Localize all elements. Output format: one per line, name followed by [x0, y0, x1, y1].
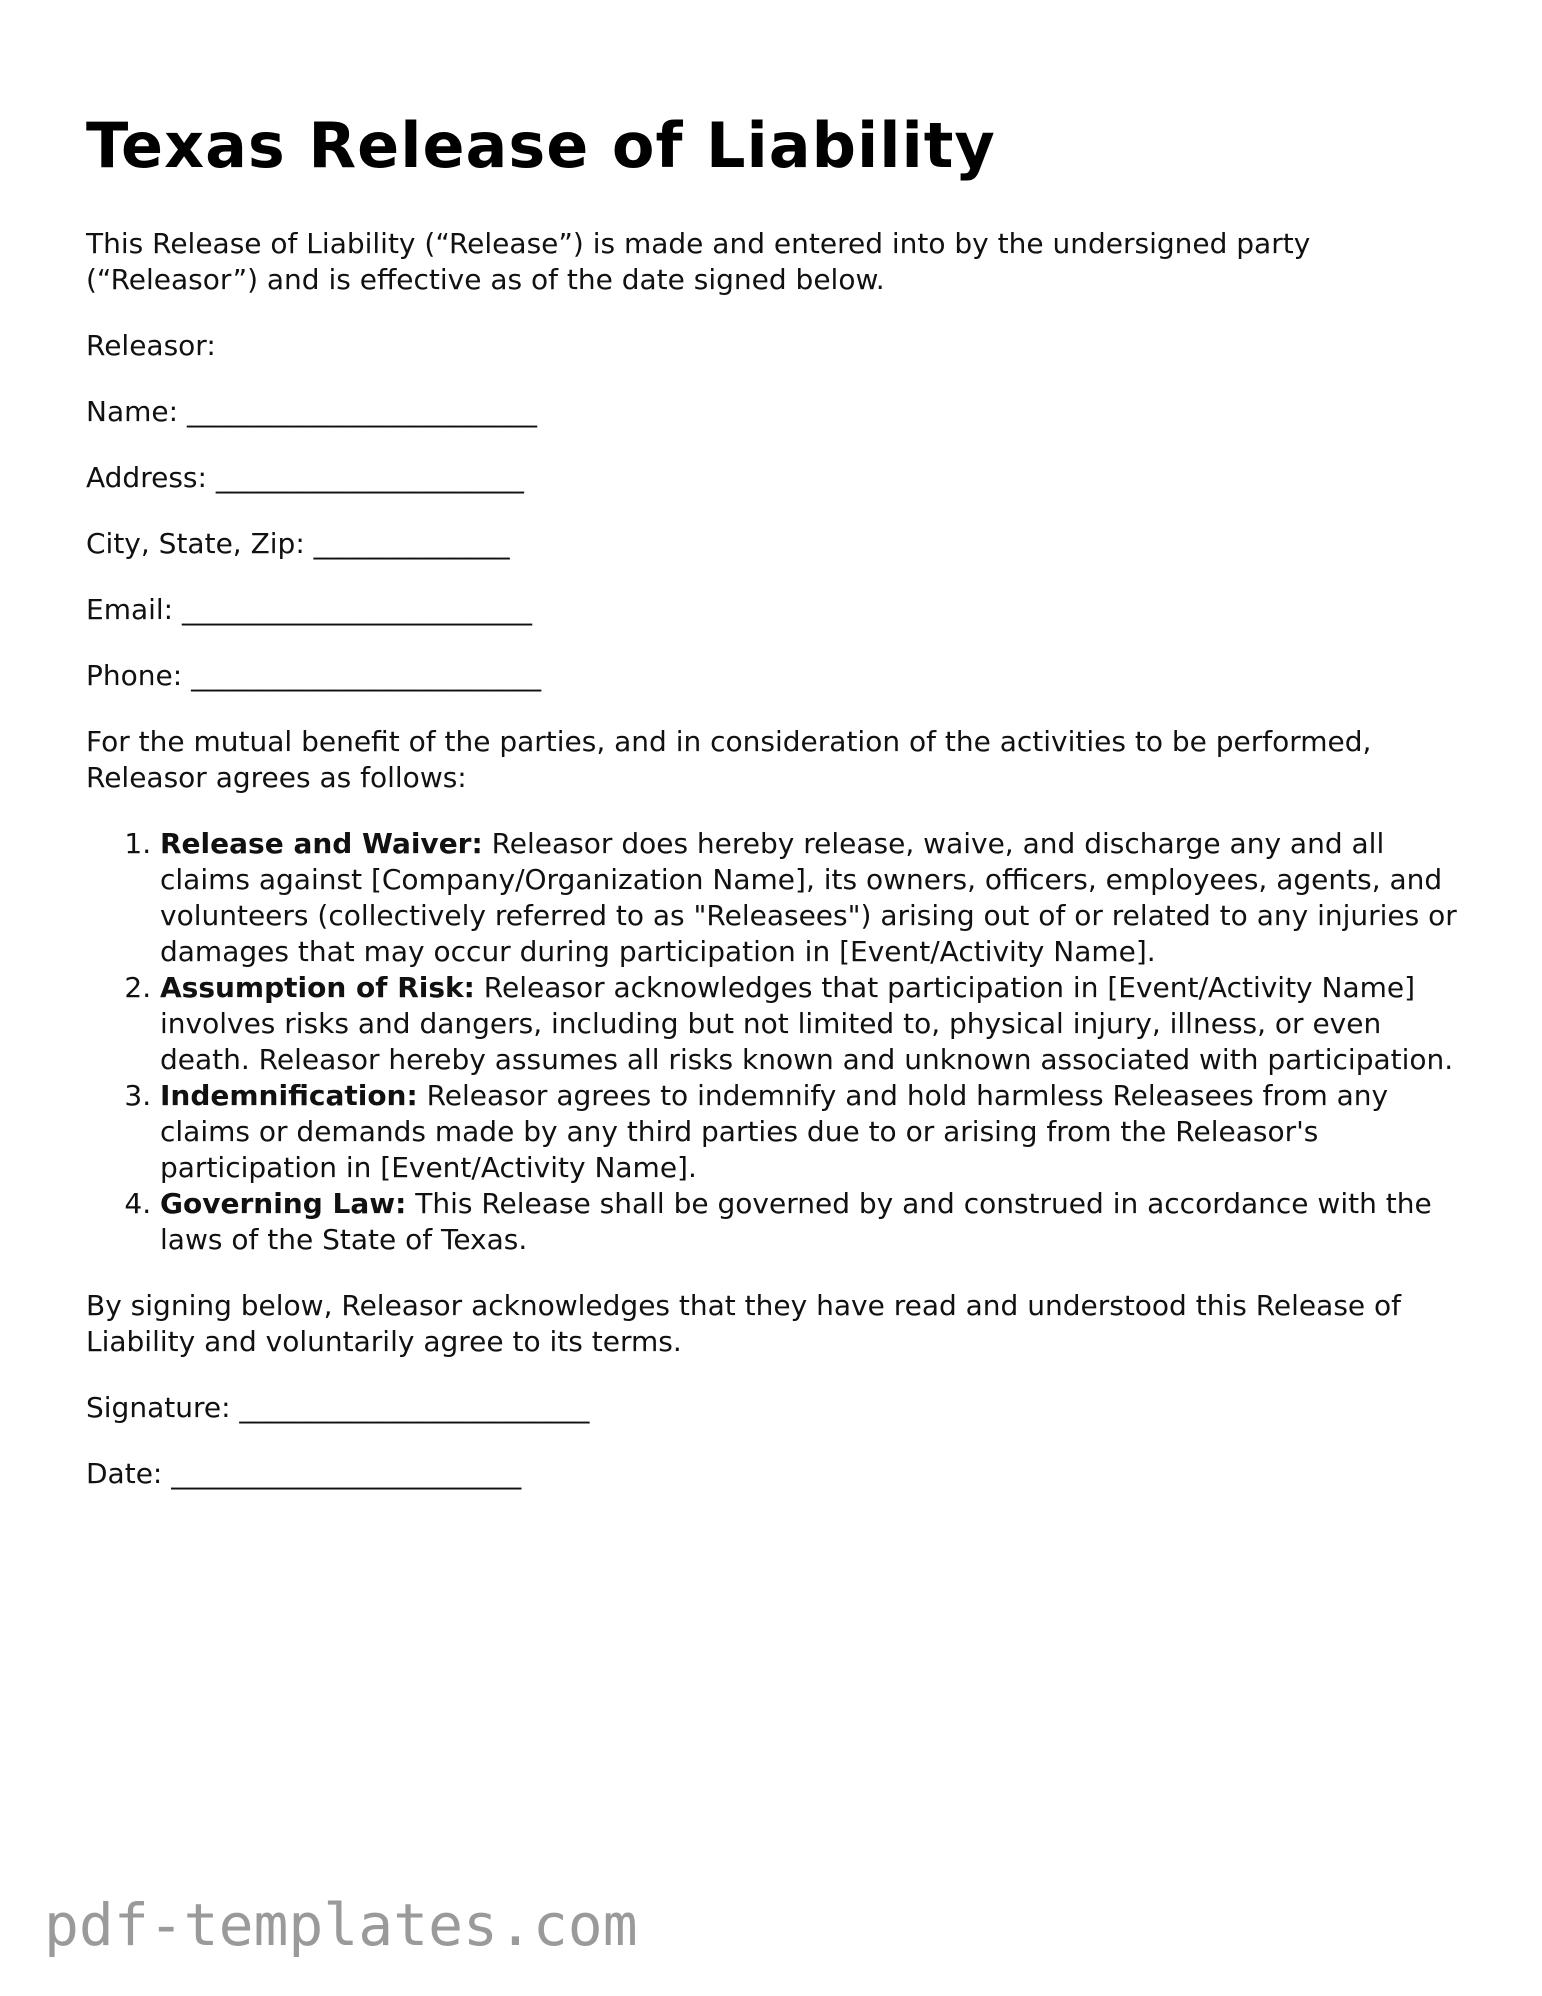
address-label: Address: [86, 461, 207, 494]
date-blank: _________________________ [171, 1457, 522, 1490]
term-heading: Indemnification: [160, 1079, 418, 1112]
signature-field [86, 1390, 1466, 1426]
city-state-zip-field [86, 526, 1466, 562]
watermark: pdf-templates.com [44, 1891, 638, 1959]
city-state-zip-label: City, State, Zip: [86, 527, 305, 560]
term-text: Releasor acknowledges that participation in [Event/Activity Name] involves risks and dangers, including but not limited to, physical injury, illness, or even death. Releasor hereby assumes all risks known and unknown associated with participation. [160, 971, 1454, 1076]
term-heading: Governing Law: [160, 1187, 407, 1220]
releasor-label: Releasor: [86, 329, 216, 362]
term-indemnification [160, 1078, 1466, 1186]
email-blank: _________________________ [182, 593, 533, 626]
intro-paragraph: This Release of Liability (“Release”) is made and entered into by the undersigned party (“Releasor”) and is effective as of the date signed below. [86, 227, 1311, 296]
phone-label: Phone: [86, 659, 183, 692]
closing-paragraph: By signing below, Releasor acknowledges that they have read and understood this Release of Liability and voluntarily agree to its terms. [86, 1289, 1402, 1358]
city-state-zip-blank: ______________ [313, 527, 510, 560]
address-field [86, 460, 1466, 496]
address-blank: ______________________ [215, 461, 524, 494]
name-label: Name: [86, 395, 179, 428]
terms-list [86, 826, 1466, 1258]
term-assumption-of-risk [160, 970, 1466, 1078]
date-field [86, 1456, 1466, 1492]
term-text: Releasor agrees to indemnify and hold harmless Releasees from any claims or demands made by any third parties due to or arising from the Releasor's participation in [Event/Activity Name]. [160, 1079, 1389, 1184]
signature-label: Signature: [86, 1391, 231, 1424]
email-label: Email: [86, 593, 174, 626]
term-release-and-waiver [160, 826, 1466, 970]
name-field [86, 394, 1466, 430]
document-title: Texas Release of Liability [86, 109, 996, 182]
document-page [86, 108, 1466, 1492]
email-field [86, 592, 1466, 628]
phone-field [86, 658, 1466, 694]
date-label: Date: [86, 1457, 163, 1490]
term-text: Releasor does hereby release, waive, and discharge any and all claims against [Company/Organization Name], its owners, officers, employees, agents, and volunteers (collectively referred to as "Releasees") arising out of or related to any injuries or damages that may occur during participation in [Event/Activity Name]. [160, 827, 1457, 968]
term-text: This Release shall be governed by and construed in accordance with the laws of the State of Texas. [160, 1187, 1432, 1256]
signature-blank: _________________________ [239, 1391, 590, 1424]
term-heading: Assumption of Risk: [160, 971, 475, 1004]
term-governing-law [160, 1186, 1466, 1258]
phone-blank: _________________________ [191, 659, 542, 692]
name-blank: _________________________ [186, 395, 537, 428]
preamble-paragraph: For the mutual benefit of the parties, and in consideration of the activities to be performed, Releasor agrees as follows: [86, 725, 1372, 794]
term-heading: Release and Waiver: [160, 827, 483, 860]
